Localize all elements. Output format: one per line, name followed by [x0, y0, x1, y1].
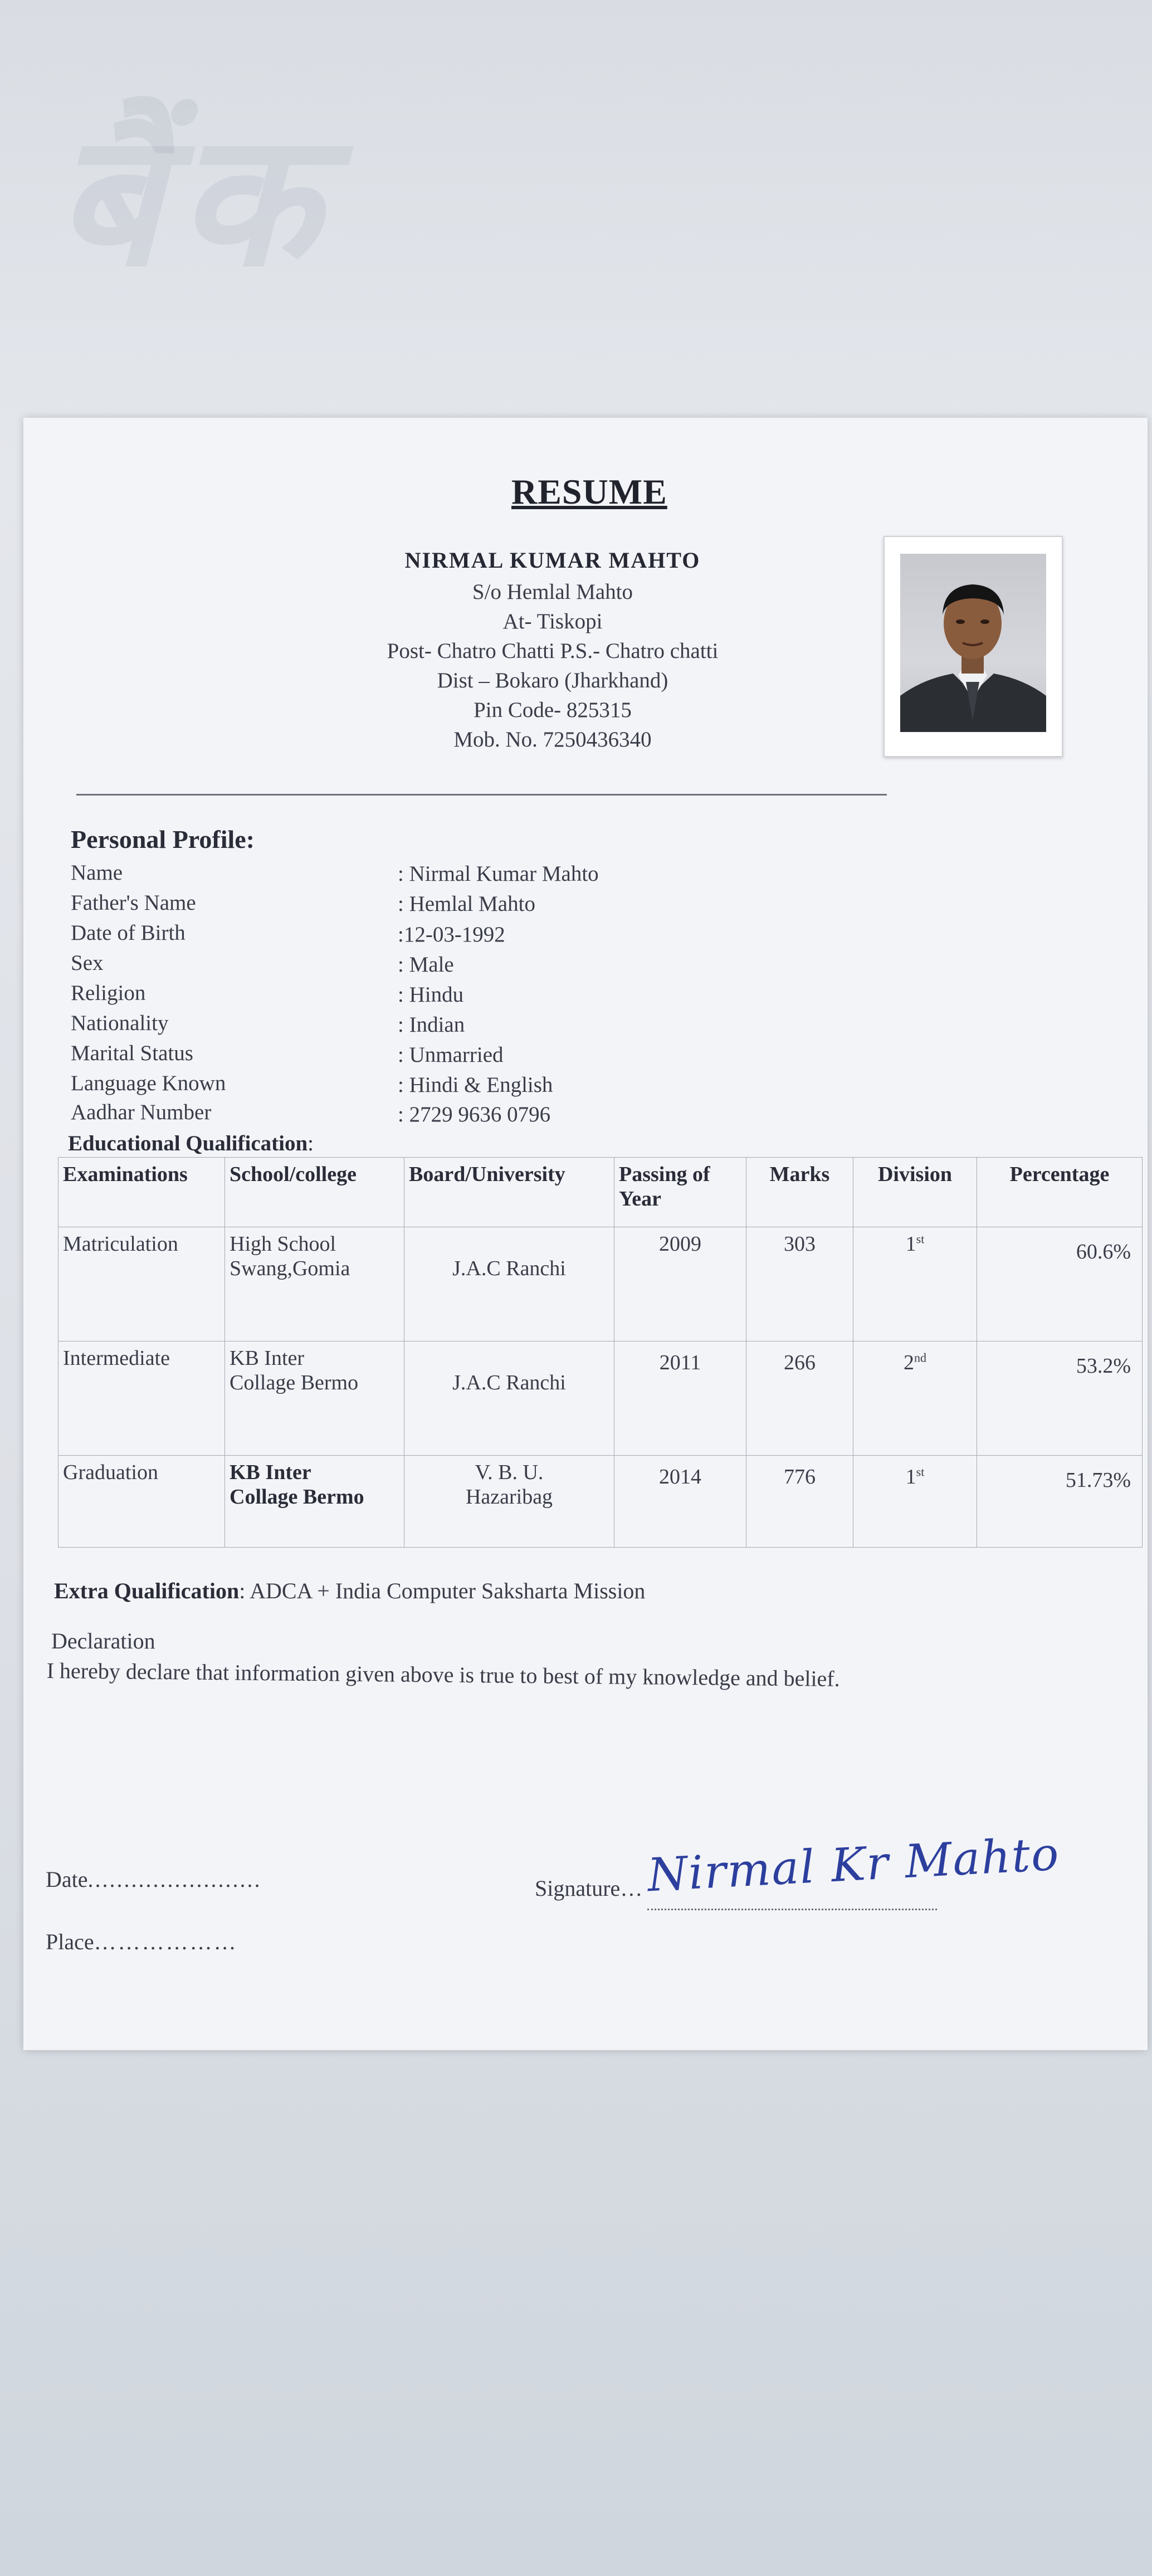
school-line: Swang,Gomia — [230, 1257, 350, 1280]
exam-cell: Intermediate — [58, 1341, 225, 1456]
exam-cell: Graduation — [58, 1456, 225, 1548]
declaration-text: I hereby declare that information given above is true to best of my knowledge and belief. — [46, 1658, 840, 1691]
profile-label: Sex — [71, 951, 104, 975]
date-label: Date — [46, 1867, 88, 1892]
address-line: At- Tiskopi — [502, 609, 603, 633]
table-row — [58, 1341, 1143, 1456]
column-header: Board/University — [404, 1158, 614, 1227]
profile-label: Nationality — [71, 1011, 169, 1035]
profile-label: Religion — [71, 981, 146, 1005]
profile-value: : Hemlal Mahto — [398, 892, 535, 916]
background-ghost-text: बैंक — [56, 91, 335, 307]
mobile-number: Mob. No. 7250436340 — [453, 728, 652, 752]
board-line: V. B. U. — [475, 1461, 544, 1484]
resume-paper — [23, 418, 1148, 2050]
address-line: Pin Code- 825315 — [474, 698, 632, 722]
profile-value: : Male — [398, 953, 454, 977]
signature-line — [647, 1909, 937, 1911]
profile-value: : Indian — [398, 1013, 465, 1037]
date-field — [46, 1866, 262, 1892]
education-table-wrapper — [58, 1157, 1143, 1548]
profile-label: Language Known — [71, 1071, 226, 1095]
board-line: J.A.C Ranchi — [452, 1371, 566, 1394]
address-line: Post- Chatro Chatti P.S.- Chatro chatti — [387, 639, 719, 663]
division-cell — [853, 1341, 977, 1456]
year-cell: 2014 — [614, 1456, 746, 1548]
year-cell: 2011 — [614, 1341, 746, 1456]
place-label: Place — [46, 1929, 94, 1954]
board-line: Hazaribag — [465, 1485, 553, 1509]
division-suffix: st — [916, 1465, 925, 1479]
school-line: Collage Bermo — [230, 1485, 364, 1509]
date-dots: ........................ — [87, 1867, 262, 1892]
handwritten-signature: Nirmal Kr Mahto — [646, 1827, 1061, 1902]
education-heading — [68, 1131, 314, 1156]
division-number: 2 — [904, 1351, 914, 1374]
place-field — [46, 1929, 238, 1955]
marks-cell: 266 — [746, 1341, 853, 1456]
education-table — [58, 1157, 1143, 1548]
profile-label: Date of Birth — [71, 921, 186, 945]
school-cell — [225, 1456, 404, 1548]
profile-label: Marital Status — [71, 1041, 193, 1065]
board-cell — [404, 1227, 614, 1341]
signature-dots: … — [620, 1876, 645, 1901]
division-cell — [853, 1227, 977, 1341]
board-line: J.A.C Ranchi — [452, 1257, 566, 1280]
education-heading-text: Educational Qualification — [68, 1131, 308, 1155]
division-number: 1 — [905, 1465, 916, 1489]
column-header: Examinations — [58, 1158, 225, 1227]
profile-value: : Hindu — [398, 983, 464, 1007]
header-divider — [76, 794, 887, 796]
exam-cell: Matriculation — [58, 1227, 225, 1341]
school-line: KB Inter — [230, 1461, 311, 1484]
division-cell — [853, 1456, 977, 1548]
table-row — [58, 1456, 1143, 1548]
education-heading-colon: : — [307, 1131, 314, 1155]
personal-profile-heading: Personal Profile: — [71, 825, 255, 853]
candidate-name: NIRMAL KUMAR MAHTO — [404, 548, 701, 573]
percentage-cell: 60.6% — [977, 1227, 1143, 1341]
division-suffix: nd — [914, 1350, 926, 1365]
column-header: School/college — [225, 1158, 404, 1227]
declaration-heading: Declaration — [51, 1628, 155, 1653]
table-row — [58, 1227, 1143, 1341]
column-header: Passing of Year — [614, 1158, 746, 1227]
board-cell — [404, 1341, 614, 1456]
school-cell — [225, 1341, 404, 1456]
extra-qualification-label: Extra Qualification — [54, 1578, 240, 1603]
table-header-row — [58, 1158, 1143, 1227]
marks-cell: 776 — [746, 1456, 853, 1548]
extra-qualification — [54, 1578, 645, 1604]
profile-value: : 2729 9636 0796 — [398, 1102, 551, 1126]
profile-photo — [883, 536, 1063, 757]
school-line: KB Inter — [230, 1346, 305, 1370]
percentage-cell: 51.73% — [977, 1456, 1143, 1548]
profile-label: Aadhar Number — [71, 1100, 212, 1124]
resume-title: RESUME — [511, 472, 667, 511]
signature-label: Signature — [535, 1876, 621, 1901]
division-number: 1 — [905, 1232, 916, 1256]
marks-cell: 303 — [746, 1227, 853, 1341]
school-line: Collage Bermo — [230, 1371, 359, 1394]
profile-value: : Nirmal Kumar Mahto — [398, 862, 599, 886]
column-header: Marks — [746, 1158, 853, 1227]
column-header: Division — [853, 1158, 977, 1227]
profile-label: Name — [71, 861, 123, 885]
year-cell: 2009 — [614, 1227, 746, 1341]
extra-qualification-colon: : — [239, 1578, 246, 1603]
division-suffix: st — [916, 1232, 925, 1246]
board-cell — [404, 1456, 614, 1548]
school-line: High School — [230, 1232, 336, 1256]
profile-value: : Unmarried — [398, 1043, 504, 1067]
profile-value: :12-03-1992 — [398, 923, 505, 947]
address-line: S/o Hemlal Mahto — [472, 580, 633, 604]
profile-value: : Hindi & English — [398, 1073, 553, 1097]
profile-label: Father's Name — [71, 891, 196, 915]
address-line: Dist – Bokaro (Jharkhand) — [437, 669, 668, 692]
column-header: Percentage — [977, 1158, 1143, 1227]
school-cell — [225, 1227, 404, 1341]
extra-qualification-value: ADCA + India Computer Saksharta Mission — [250, 1578, 646, 1603]
percentage-cell: 53.2% — [977, 1341, 1143, 1456]
place-dots: ……………… — [94, 1929, 238, 1954]
signature-field — [535, 1875, 644, 1901]
